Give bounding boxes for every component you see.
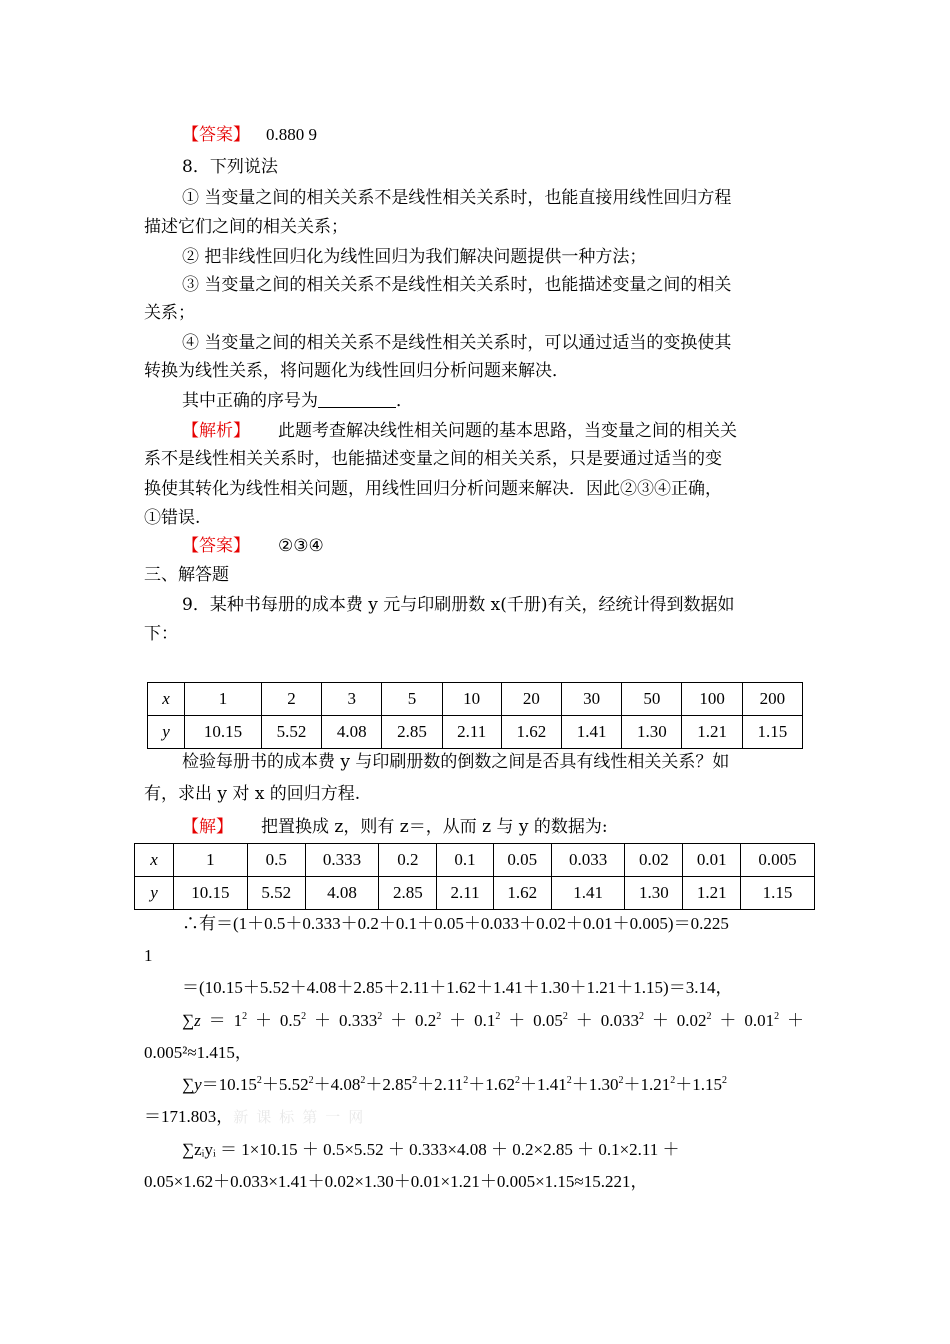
- statement-4-line1: ④ 当变量之间的相关关系不是线性相关关系时，可以通过适当的变换使其: [182, 333, 732, 353]
- answer-8: [182, 536, 324, 556]
- sum-zy-line1: ∑zᵢyᵢ ＝ 1×10.15 ＋ 0.5×5.52 ＋ 0.333×4.08 ＋ 0.2×2.85 ＋ 0.1×2.11 ＋: [182, 1140, 680, 1159]
- answer-tag: 【答案】: [182, 536, 250, 556]
- statement-3-line2: 关系；: [144, 303, 195, 323]
- table-row: [135, 844, 815, 877]
- z-mean-line2: 1: [144, 946, 153, 965]
- question-8-title: 8．下列说法: [182, 157, 278, 177]
- row-label: x: [148, 683, 185, 716]
- table-cell: 10: [442, 683, 501, 716]
- table-cell: 1.62: [501, 716, 561, 749]
- table-cell: 50: [622, 683, 682, 716]
- answer-7: [182, 125, 317, 145]
- row-label: y: [135, 877, 174, 910]
- answer-tag: 【答案】: [182, 125, 250, 145]
- solution-tag: 【解】: [182, 817, 233, 837]
- table-cell: 2: [261, 683, 321, 716]
- table-cell: 0.1: [437, 844, 494, 877]
- statement-3-line1: ③ 当变量之间的相关关系不是线性相关关系时，也能描述变量之间的相关: [182, 275, 732, 295]
- table-cell: 1.21: [683, 877, 741, 910]
- z-mean-line1: ∴有＝(1＋0.5＋0.333＋0.2＋0.1＋0.05＋0.033＋0.02＋0.01＋0.005)＝0.225: [182, 914, 729, 933]
- table-cell: 30: [561, 683, 621, 716]
- data-table-2: [134, 843, 815, 910]
- sum-y-squared-line1: $\sum y=10.15^2+5.52^2+4.08^2+2.85^2+2.11^2+1.62^2+1.41^2+1.30^2+1.21^2+1.15^2$: [182, 1075, 728, 1094]
- answer-value: ②③④: [278, 536, 324, 556]
- table-cell: 2.11: [437, 877, 494, 910]
- table-cell: 5.52: [247, 877, 305, 910]
- table-row: [148, 683, 803, 716]
- question-8-ask: 其中正确的序号为 ．: [182, 391, 413, 411]
- table-cell: 0.05: [493, 844, 551, 877]
- data-table-1: [147, 682, 803, 749]
- table-cell: 0.02: [625, 844, 683, 877]
- table-cell: 1.41: [561, 716, 621, 749]
- table-cell: 1.15: [741, 877, 815, 910]
- y-mean: ＝(10.15＋5.52＋4.08＋2.85＋2.11＋1.62＋1.41＋1.30＋1.21＋1.15)＝3.14，: [182, 978, 733, 997]
- section-heading: 三、解答题: [144, 565, 229, 585]
- question-9-line4: 有，求出 y 对 x 的回归方程.: [144, 784, 361, 804]
- table-cell: 10.15: [185, 716, 262, 749]
- table-cell: 2.85: [379, 877, 437, 910]
- table-cell: 1.62: [493, 877, 551, 910]
- table-cell: 4.08: [305, 877, 379, 910]
- table-cell: 5: [382, 683, 442, 716]
- statement-1-line2: 描述它们之间的相关关系；: [144, 217, 348, 237]
- question-9-line3: 检验每册书的成本费 y 与印刷册数的倒数之间是否具有线性相关关系？如: [182, 752, 730, 772]
- table-cell: 5.52: [261, 716, 321, 749]
- question-9-line2: 下：: [144, 624, 178, 644]
- table-cell: 1: [185, 683, 262, 716]
- table-cell: 100: [682, 683, 742, 716]
- table-cell: 3: [322, 683, 382, 716]
- table-cell: 0.333: [305, 844, 379, 877]
- answer-blank: [318, 391, 396, 408]
- table-cell: 20: [501, 683, 561, 716]
- answer-value: 0.880 9: [266, 125, 317, 144]
- row-label: x: [135, 844, 174, 877]
- table-cell: 1.21: [682, 716, 742, 749]
- table-cell: 0.5: [247, 844, 305, 877]
- table-cell: 0.005: [741, 844, 815, 877]
- table-cell: 0.033: [551, 844, 625, 877]
- table-cell: 1.30: [622, 716, 682, 749]
- sum-z-squared-line2: 0.005²≈1.415，: [144, 1043, 252, 1062]
- sum-zy-line2: 0.05×1.62＋0.033×1.41＋0.02×1.30＋0.01×1.21＋0.005×1.15≈15.221，: [144, 1172, 648, 1191]
- statement-4-line2: 转换为线性关系，将问题化为线性回归分析问题来解决．: [144, 361, 569, 381]
- analysis-line3: 换使其转化为线性相关问题，用线性回归分析问题来解决．因此②③④正确，: [144, 479, 722, 499]
- solution-intro: 【解】 把置换成 z，则有 z＝，从而 z 与 y 的数据为:: [182, 817, 608, 837]
- table-row: [148, 716, 803, 749]
- question-9-line1: 9．某种书每册的成本费 y 元与印刷册数 x(千册)有关，经统计得到数据如: [182, 595, 735, 615]
- analysis-line2: 系不是线性相关关系时，也能描述变量之间的相关关系，只是要通过适当的变: [144, 449, 722, 469]
- row-label: y: [148, 716, 185, 749]
- statement-1-line1: ① 当变量之间的相关关系不是线性相关关系时，也能直接用线性回归方程: [182, 188, 732, 208]
- table-cell: 0.2: [379, 844, 437, 877]
- table-cell: 10.15: [174, 877, 248, 910]
- sum-z-squared-line1: ∑z ＝ $1^2$ ＋ $0.5^2$ ＋ 0.333$^2$ ＋ $0.2^2$ ＋ $0.1^2$ ＋ 0.05$^2$ ＋ 0.033$^2$ ＋ 0.02$^2$ ＋ 0.01$^2$ ＋: [182, 1011, 804, 1030]
- table-cell: 2.11: [442, 716, 501, 749]
- analysis-line4: ①错误.: [144, 508, 201, 528]
- table-cell: 200: [742, 683, 802, 716]
- table-cell: 4.08: [322, 716, 382, 749]
- analysis-tag: 【解析】: [182, 421, 250, 441]
- table-cell: 1.41: [551, 877, 625, 910]
- table-cell: 2.85: [382, 716, 442, 749]
- table-cell: 1: [174, 844, 248, 877]
- table-cell: 1.15: [742, 716, 802, 749]
- sum-y-squared-line2: ＝171.803，新课标第一网: [144, 1107, 372, 1126]
- analysis-line1: 【解析】 此题考查解决线性相关问题的基本思路，当变量之间的相关关: [182, 421, 737, 441]
- table-cell: 1.30: [625, 877, 683, 910]
- statement-2: ② 把非线性回归化为线性回归为我们解决问题提供一种方法；: [182, 247, 647, 267]
- watermark: 新课标第一网: [233, 1110, 372, 1126]
- table-row: [135, 877, 815, 910]
- table-cell: 0.01: [683, 844, 741, 877]
